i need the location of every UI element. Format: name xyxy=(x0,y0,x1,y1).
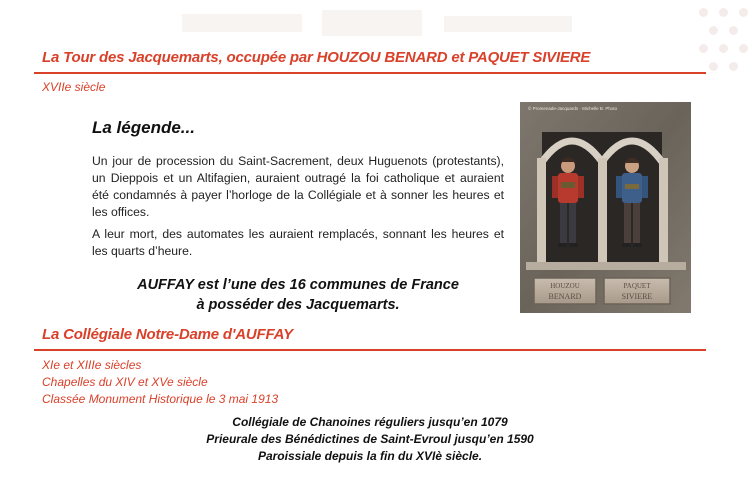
plaque-right xyxy=(604,278,670,304)
background-watermark xyxy=(182,8,572,42)
section-divider-2 xyxy=(34,349,706,351)
history-line: Prieurale des Bénédictines de Saint-Evroul jusqu’en 1590 xyxy=(206,432,534,446)
history-line: Paroissiale depuis la fin du XVIè siècle. xyxy=(257,449,483,463)
plaque-left xyxy=(534,278,596,304)
legend-paragraph-2: A leur mort, des automates les auraient remplacés, sonnant les heures et les quarts d’heure. xyxy=(92,227,504,258)
section-divider xyxy=(34,72,706,74)
highlight-line-2: à posséder des Jacquemarts. xyxy=(196,297,400,313)
collegiale-details xyxy=(42,357,278,408)
history-line: Collégiale de Chanoines réguliers jusqu’en 1079 xyxy=(232,415,508,429)
svg-text:BENARD: BENARD xyxy=(548,292,582,301)
decorative-dots xyxy=(689,0,749,90)
detail-line: Classée Monument Historique le 3 mai 1913 xyxy=(42,392,279,406)
legend-paragraph-1: Un jour de procession du Saint-Sacrement, deux Huguenots (protestants), un Dieppois et un Altifagien, auraient outragé la foi catholique et auraient été condamnés à payer l’horloge de la Collégiale et à sonner les heures et les offices. xyxy=(92,154,504,219)
section-title-jacquemarts: La Tour des Jacquemarts, occupée par HOUZOU BENARD et PAQUET SIVIERE xyxy=(42,49,591,66)
svg-text:PAQUET: PAQUET xyxy=(623,282,651,290)
detail-line: XIe et XIIIe siècles xyxy=(42,358,142,372)
legend-heading: La légende... xyxy=(92,118,195,137)
highlight-statement xyxy=(92,275,504,315)
jacquemarts-photo xyxy=(520,102,691,313)
svg-text:SIVIERE: SIVIERE xyxy=(621,292,653,301)
photo-credit: © Promenade-Jacquards · Michelle B. Photo xyxy=(528,106,618,111)
collegiale-history xyxy=(150,414,590,465)
highlight-line-1: AUFFAY est l’une des 16 communes de France xyxy=(137,277,459,293)
detail-line: Chapelles du XIV et XVe siècle xyxy=(42,375,208,389)
section-title-collegiale: La Collégiale Notre-Dame d'AUFFAY xyxy=(42,326,293,343)
svg-text:HOUZOU: HOUZOU xyxy=(550,282,580,290)
century-label: XVIIe siècle xyxy=(42,80,106,94)
